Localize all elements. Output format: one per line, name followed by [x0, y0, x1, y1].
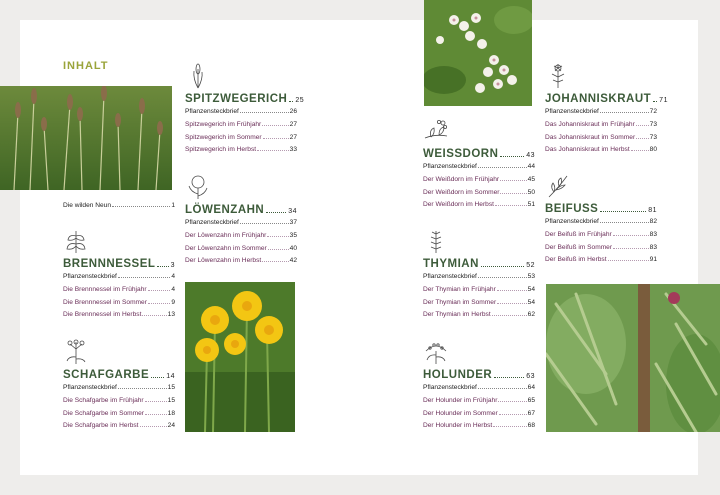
section-brennnessel [63, 228, 175, 324]
toc-entry[interactable]: Der Thymian im Frühjahr 54 [423, 285, 535, 293]
toc-entry[interactable]: Der Weißdorn im Frühjahr 45 [423, 175, 535, 183]
toc-entry[interactable]: Der Löwenzahn im Herbst 42 [185, 257, 297, 265]
section-schafgarbe [63, 339, 175, 435]
dandelion-photo [185, 282, 295, 432]
toc-entry[interactable]: Das Johanniskraut im Herbst 80 [545, 146, 657, 154]
toc-entry[interactable]: Der Weißdorn im Sommer 50 [423, 188, 535, 196]
section-spitzwegerich [185, 63, 305, 159]
section-beifuss [545, 173, 657, 269]
toc-entry[interactable]: Der Thymian im Sommer 54 [423, 298, 535, 306]
toc-entry[interactable]: Pflanzensteckbrief 82 [545, 218, 657, 225]
hawthorn-photo [424, 0, 532, 106]
toc-entry[interactable]: Pflanzensteckbrief 72 [545, 108, 657, 115]
toc-entry[interactable]: Pflanzensteckbrief 26 [185, 108, 297, 115]
mugwort-icon [545, 173, 571, 199]
toc-entry[interactable]: Die Schafgarbe im Sommer 18 [63, 409, 175, 417]
toc-entry[interactable]: Pflanzensteckbrief 37 [185, 219, 297, 226]
toc-entry[interactable]: Spitzwegerich im Herbst 33 [185, 146, 297, 154]
toc-entry[interactable]: Der Beifuß im Herbst 91 [545, 256, 657, 264]
mugwort-photo [546, 284, 720, 432]
toc-entry[interactable]: Die Schafgarbe im Herbst 24 [63, 422, 175, 430]
dandelion-icon [185, 174, 211, 200]
toc-entry[interactable]: Pflanzensteckbrief 64 [423, 384, 535, 391]
thyme-icon [423, 228, 449, 254]
toc-entry[interactable]: Der Holunder im Sommer 67 [423, 409, 535, 417]
toc-entry[interactable]: Spitzwegerich im Frühjahr 27 [185, 120, 297, 128]
heading-schafgarbe[interactable]: SCHAFGARBE 14 [63, 369, 175, 381]
toc-entry[interactable]: Der Löwenzahn im Sommer 40 [185, 244, 297, 252]
section-johanniskraut [545, 63, 668, 159]
toc-entry[interactable]: Der Beifuß im Sommer 83 [545, 243, 657, 251]
toc-entry[interactable]: Spitzwegerich im Sommer 27 [185, 133, 297, 141]
heading-thymian[interactable]: THYMIAN 52 [423, 258, 535, 270]
leader-dots [112, 206, 170, 207]
intro-entry[interactable] [63, 202, 175, 215]
heading-beifuss[interactable]: BEIFUSS 81 [545, 203, 657, 215]
plantain-icon [185, 63, 211, 89]
toc-entry[interactable]: Die Schafgarbe im Frühjahr 15 [63, 396, 175, 404]
toc-entry[interactable]: Die Brennnessel im Frühjahr 4 [63, 285, 175, 293]
toc-entry[interactable]: Die Brennnessel im Herbst 13 [63, 311, 175, 319]
toc-entry[interactable]: Das Johanniskraut im Frühjahr 73 [545, 120, 657, 128]
toc-entry[interactable]: Pflanzensteckbrief 4 [63, 273, 175, 280]
nettle-icon [63, 228, 89, 254]
heading-brennnessel[interactable]: BRENNNESSEL 3 [63, 258, 175, 270]
st-johns-wort-icon [545, 63, 571, 89]
elder-icon [423, 339, 449, 365]
heading-johanniskraut[interactable]: JOHANNISKRAUT 71 [545, 93, 668, 105]
section-weissdorn [423, 118, 535, 214]
toc-entry[interactable]: Der Weißdorn im Herbst 51 [423, 201, 535, 209]
contents-title: INHALT [63, 60, 109, 72]
plantain-photo [0, 86, 172, 190]
section-loewenzahn [185, 174, 297, 270]
toc-entry[interactable]: Der Löwenzahn im Frühjahr 35 [185, 231, 297, 239]
toc-entry[interactable]: Pflanzensteckbrief 44 [423, 163, 535, 170]
toc-entry[interactable]: Die Brennnessel im Sommer 9 [63, 298, 175, 306]
heading-holunder[interactable]: HOLUNDER 63 [423, 369, 535, 381]
hawthorn-icon [423, 118, 449, 144]
toc-entry[interactable]: Pflanzensteckbrief 53 [423, 273, 535, 280]
section-holunder [423, 339, 535, 435]
toc-entry[interactable]: Der Holunder im Frühjahr 65 [423, 396, 535, 404]
heading-loewenzahn[interactable]: LÖWENZAHN 34 [185, 204, 297, 216]
toc-entry[interactable]: Pflanzensteckbrief 15 [63, 384, 175, 391]
section-thymian [423, 228, 535, 324]
toc-entry[interactable]: Der Thymian im Herbst 62 [423, 311, 535, 319]
heading-spitzwegerich[interactable]: SPITZWEGERICH 25 [185, 93, 305, 105]
toc-entry[interactable]: Der Holunder im Herbst 68 [423, 422, 535, 430]
toc-entry[interactable]: Das Johanniskraut im Sommer 73 [545, 133, 657, 141]
intro-label: Die wilden Neun [63, 202, 112, 209]
toc-entry[interactable]: Der Beifuß im Frühjahr 83 [545, 230, 657, 238]
yarrow-icon [63, 339, 89, 365]
intro-page: 1 [171, 202, 175, 209]
heading-weissdorn[interactable]: WEISSDORN 43 [423, 148, 535, 160]
